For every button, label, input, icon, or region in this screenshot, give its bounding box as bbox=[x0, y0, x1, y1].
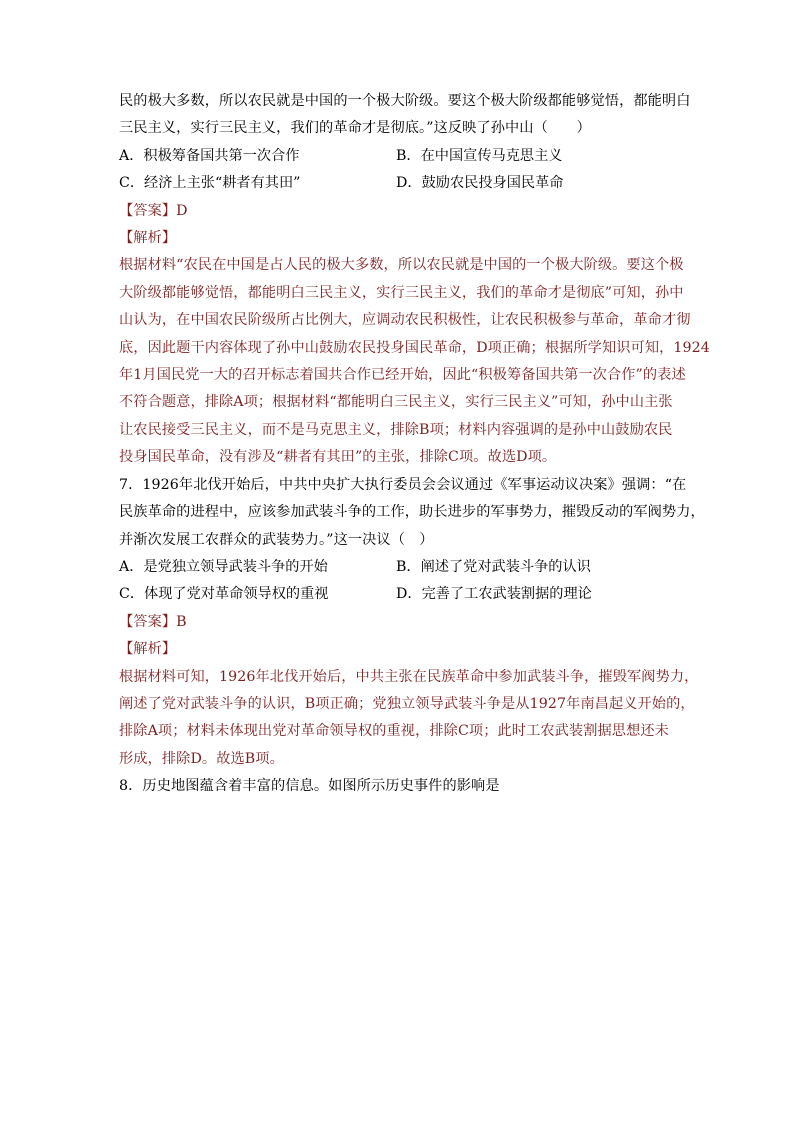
q6-analysis-line: 不符合题意，排除A项；根据材料“都能明白三民主义，实行三民主义”可知，孙中山主张 bbox=[119, 394, 673, 411]
q6-stem-line: 民的极大多数，所以农民就是中国的一个极大阶级。要这个极大阶级都能够觉悟，都能明白 bbox=[119, 93, 691, 109]
q7-option-a: A．是党独立领导武装斗争的开始 bbox=[119, 558, 328, 575]
q7-option-b: B．阐述了党对武装斗争的认识 bbox=[396, 558, 591, 575]
q8-stem bbox=[119, 773, 675, 800]
q8-stem-line: 8．历史地图蕴含着丰富的信息。如图所示历史事件的影响是 bbox=[119, 778, 500, 795]
q6-option-c: C．经济上主张“耕者有其田” bbox=[119, 175, 301, 192]
q7-stem-line: 民族革命的进程中，应该参加武装斗争的工作，助长进步的军事势力，摧毁反动的军阀势力， bbox=[119, 504, 705, 521]
document-page bbox=[119, 88, 710, 801]
q6-options bbox=[119, 143, 675, 198]
q6-answer: 【答案】D bbox=[119, 202, 188, 219]
q7-analysis-line: 形成，排除D。故选B项。 bbox=[119, 750, 284, 767]
q6-stem bbox=[119, 88, 691, 143]
q7-option-row bbox=[119, 554, 675, 581]
q6-analysis-line: 底，因此题干内容体现了孙中山鼓励农民投身国民革命，D项正确；根据所学知识可知，1924 bbox=[119, 339, 710, 356]
q7-options bbox=[119, 554, 675, 609]
q7-stem-line: 7．1926年北伐开始后，中共中央扩大执行委员会会议通过《军事运动议决案》强调：“在 bbox=[119, 476, 687, 493]
q6-analysis-label: 【解析】 bbox=[119, 230, 177, 247]
q6-analysis-line: 让农民接受三民主义，而不是马克思主义，排除B项；材料内容强调的是孙中山鼓励农民 bbox=[119, 421, 673, 438]
q7-analysis-line: 根据材料可知，1926年北伐开始后，中共主张在民族革命中参加武装斗争，摧毁军阀势力， bbox=[119, 668, 699, 685]
q7-option-d: D．完善了工农武装割据的理论 bbox=[396, 586, 592, 603]
q7-analysis bbox=[119, 664, 699, 774]
q7-option-row bbox=[119, 581, 675, 608]
q6-analysis-line: 投身国民革命，没有涉及“耕者有其田”的主张，排除C项。故选D项。 bbox=[119, 449, 557, 466]
q6-analysis-line: 年1月国民党一大的召开标志着国共合作已经开始，因此“积极筹备国共第一次合作”的表述 bbox=[119, 367, 686, 384]
q6-option-b: B．在中国宣传马克思主义 bbox=[396, 147, 563, 164]
q7-analysis-line: 排除A项；材料未体现出党对革命领导权的重视，排除C项；此时工农武装割据思想还未 bbox=[119, 723, 669, 740]
q6-analysis-line: 山认为，在中国农民阶级所占比例大，应调动农民积极性，让农民积极参与革命，革命才彻 bbox=[119, 312, 691, 329]
q7-option-c: C．体现了党对革命领导权的重视 bbox=[119, 586, 329, 603]
q6-option-row bbox=[119, 170, 675, 197]
q6-analysis-line: 根据材料“农民在中国是占人民的极大多数，所以农民就是中国的一个极大阶级。要这个极 bbox=[119, 257, 684, 274]
q7-analysis-line: 阐述了党对武装斗争的认识，B项正确；党独立领导武装斗争是从1927年南昌起义开始的， bbox=[119, 695, 695, 712]
q6-option-d: D．鼓励农民投身国民革命 bbox=[396, 175, 564, 192]
q6-stem-line: 三民主义，实行三民主义，我们的革命才是彻底。”这反映了孙中山（ ） bbox=[119, 120, 591, 137]
q6-option-row bbox=[119, 143, 675, 170]
q7-analysis-label: 【解析】 bbox=[119, 641, 177, 658]
q7-answer: 【答案】B bbox=[119, 613, 187, 630]
q6-analysis-line: 大阶级都能够觉悟，都能明白三民主义，实行三民主义，我们的革命才是彻底”可知，孙中 bbox=[119, 284, 684, 301]
q6-analysis bbox=[119, 252, 710, 471]
q7-stem-line: 并渐次发展工农群众的武装势力。”这一决议（ ） bbox=[119, 531, 434, 548]
q6-option-a: A．积极筹备国共第一次合作 bbox=[119, 147, 300, 164]
q7-stem bbox=[119, 472, 705, 554]
